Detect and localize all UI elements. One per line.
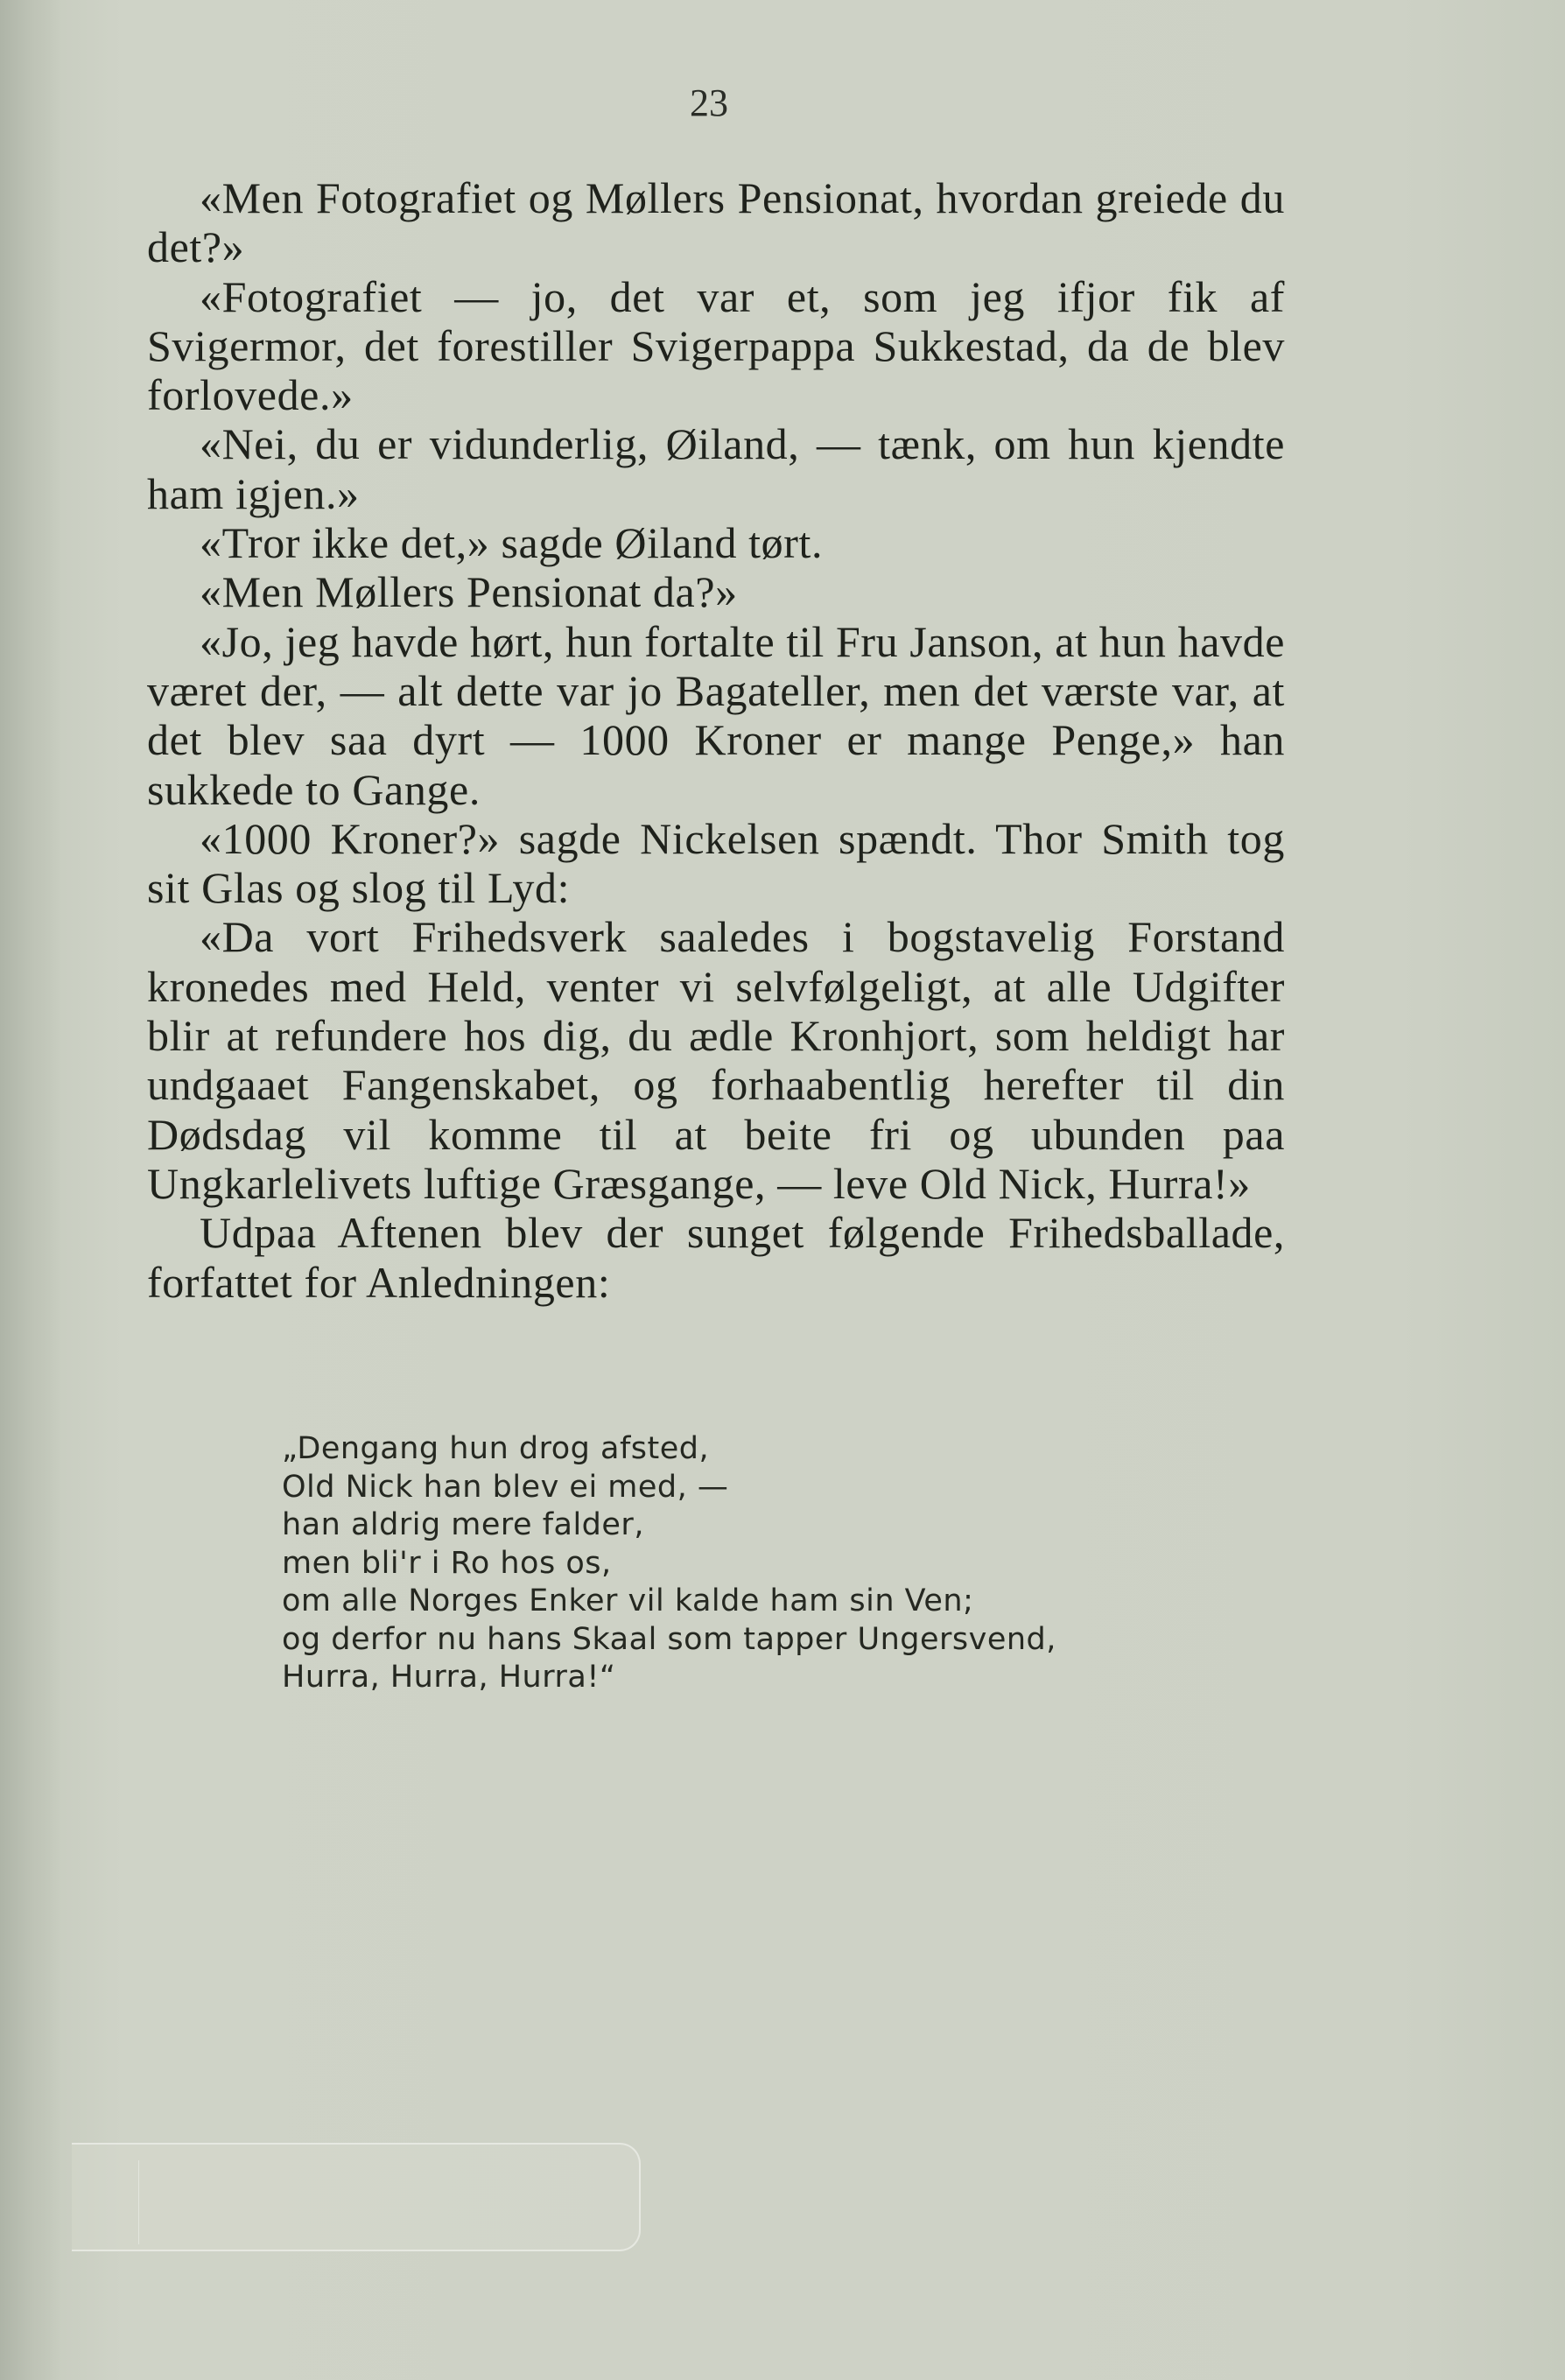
verse-line: men bli'r i Ro hos os,: [282, 1545, 612, 1581]
paragraph: «Jo, jeg havde hørt, hun fortalte til Fru Janson, at hun havde været der, — alt dette var jo Bagateller, men det værste var, at det blev saa dyrt — 1000 Kroner er mange Penge,» han sukkede to Gange.: [147, 616, 1285, 814]
library-label-outline: [72, 2143, 641, 2251]
ballad-verse: [282, 1430, 1288, 1697]
paragraph: Udpaa Aftenen blev der sunget følgende Frihedsballade, forfattet for Anledningen:: [147, 1208, 1285, 1307]
library-label-divider: [138, 2160, 139, 2244]
paragraph: «Tror ikke det,» sagde Øiland tørt.: [200, 518, 824, 568]
paragraph: «Da vort Frihedsverk saaledes i bogstavelig Forstand kronedes med Held, venter vi selvfølgeligt, at alle Udgifter blir at refundere hos dig, du ædle Kronhjort, som heldigt har undgaaet Fangenskabet, og forhaabentlig herefter til din Dødsdag vil komme til at beite fri og ubunden paa Ungkarlelivets luftige Græsgange, — leve Old Nick, Hurra!»: [147, 912, 1285, 1208]
page-number: 23: [690, 81, 728, 124]
paragraph: «Fotografiet — jo, det var et, som jeg ifjor fik af Svigermor, det forestiller Svigerpappa Sukkestad, da de blev forlovede.»: [147, 271, 1285, 420]
verse-line: og derfor nu hans Skaal som tapper Ungersvend,: [282, 1621, 1056, 1657]
prose-body: [147, 173, 1285, 1307]
verse-line: han aldrig mere falder,: [282, 1507, 644, 1542]
verse-line: Old Nick han blev ei med, —: [282, 1469, 729, 1505]
page-gutter: [0, 0, 61, 2380]
verse-line: Hurra, Hurra, Hurra!“: [282, 1660, 616, 1695]
paragraph: «Nei, du er vidunderlig, Øiland, — tænk, om hun kjendte ham igjen.»: [147, 419, 1285, 518]
paragraph: «1000 Kroner?» sagde Nickelsen spændt. Thor Smith tog sit Glas og slog til Lyd:: [147, 813, 1285, 913]
paragraph: «Men Møllers Pensionat da?»: [200, 567, 738, 617]
verse-line: „Dengang hun drog afsted,: [282, 1431, 710, 1466]
paragraph: «Men Fotografiet og Møllers Pensionat, hvordan greiede du det?»: [147, 173, 1285, 272]
verse-line: om alle Norges Enker vil kalde ham sin Ven;: [282, 1583, 974, 1618]
